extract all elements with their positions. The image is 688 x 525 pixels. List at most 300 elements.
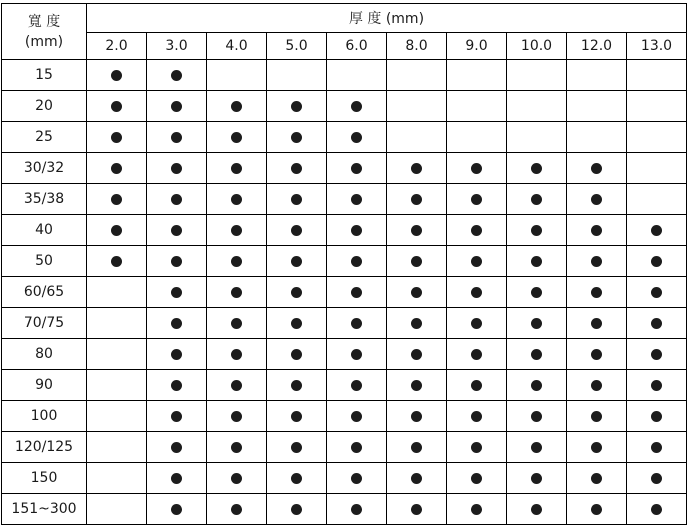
table-row [2, 246, 687, 277]
availability-cell [207, 463, 267, 494]
availability-cell [87, 184, 147, 215]
availability-cell [447, 277, 507, 308]
thickness-col-header: 2.0 [87, 33, 147, 60]
thickness-col-header: 10.0 [507, 33, 567, 60]
filled-circle-icon [291, 380, 302, 391]
width-label: 寬 度 [27, 13, 61, 30]
table-row [2, 432, 687, 463]
filled-circle-icon [411, 225, 422, 236]
availability-cell [87, 122, 147, 153]
availability-cell [507, 215, 567, 246]
availability-cell [627, 60, 687, 91]
filled-circle-icon [531, 411, 542, 422]
thickness-col-header: 8.0 [387, 33, 447, 60]
filled-circle-icon [471, 194, 482, 205]
filled-circle-icon [651, 411, 662, 422]
availability-cell [447, 122, 507, 153]
availability-cell [267, 91, 327, 122]
availability-cell [567, 401, 627, 432]
availability-cell [627, 432, 687, 463]
availability-cell [567, 60, 627, 91]
width-header [2, 4, 87, 60]
availability-cell [447, 184, 507, 215]
availability-cell [387, 401, 447, 432]
filled-circle-icon [171, 380, 182, 391]
availability-cell [147, 308, 207, 339]
availability-cell [267, 153, 327, 184]
width-cell: 35/38 [2, 184, 87, 215]
availability-cell [327, 463, 387, 494]
availability-cell [267, 122, 327, 153]
availability-cell [627, 370, 687, 401]
table-row [2, 215, 687, 246]
availability-cell [207, 277, 267, 308]
filled-circle-icon [351, 132, 362, 143]
availability-cell [267, 184, 327, 215]
availability-cell [327, 401, 387, 432]
filled-circle-icon [411, 163, 422, 174]
availability-cell [387, 370, 447, 401]
filled-circle-icon [291, 318, 302, 329]
availability-cell [627, 215, 687, 246]
filled-circle-icon [651, 349, 662, 360]
availability-cell [207, 60, 267, 91]
availability-cell [567, 215, 627, 246]
availability-cell [147, 122, 207, 153]
availability-cell [507, 246, 567, 277]
availability-cell [327, 215, 387, 246]
availability-cell [567, 370, 627, 401]
availability-cell [387, 60, 447, 91]
availability-cell [627, 339, 687, 370]
availability-cell [627, 122, 687, 153]
width-cell: 30/32 [2, 153, 87, 184]
filled-circle-icon [231, 442, 242, 453]
filled-circle-icon [651, 318, 662, 329]
thickness-col-header: 9.0 [447, 33, 507, 60]
filled-circle-icon [231, 318, 242, 329]
filled-circle-icon [591, 194, 602, 205]
availability-cell [387, 494, 447, 525]
availability-cell [147, 184, 207, 215]
filled-circle-icon [411, 504, 422, 515]
filled-circle-icon [351, 225, 362, 236]
availability-cell [567, 153, 627, 184]
filled-circle-icon [231, 473, 242, 484]
availability-cell [567, 494, 627, 525]
availability-cell [447, 60, 507, 91]
availability-cell [507, 308, 567, 339]
availability-cell [507, 463, 567, 494]
availability-cell [447, 494, 507, 525]
filled-circle-icon [291, 256, 302, 267]
availability-cell [447, 153, 507, 184]
availability-cell [147, 153, 207, 184]
filled-circle-icon [351, 442, 362, 453]
filled-circle-icon [411, 194, 422, 205]
filled-circle-icon [351, 256, 362, 267]
availability-cell [447, 246, 507, 277]
filled-circle-icon [291, 349, 302, 360]
availability-cell [507, 91, 567, 122]
table-row [2, 277, 687, 308]
availability-cell [147, 91, 207, 122]
width-cell: 60/65 [2, 277, 87, 308]
filled-circle-icon [411, 287, 422, 298]
availability-cell [207, 246, 267, 277]
availability-cell [327, 122, 387, 153]
availability-cell [627, 153, 687, 184]
availability-cell [327, 277, 387, 308]
filled-circle-icon [411, 349, 422, 360]
width-cell: 80 [2, 339, 87, 370]
filled-circle-icon [231, 194, 242, 205]
thickness-col-header: 13.0 [627, 33, 687, 60]
size-availability-table [1, 3, 687, 525]
filled-circle-icon [171, 256, 182, 267]
availability-cell [387, 246, 447, 277]
availability-cell [567, 122, 627, 153]
filled-circle-icon [411, 411, 422, 422]
filled-circle-icon [111, 256, 122, 267]
availability-cell [507, 432, 567, 463]
filled-circle-icon [291, 473, 302, 484]
availability-cell [87, 60, 147, 91]
availability-cell [147, 246, 207, 277]
width-cell: 25 [2, 122, 87, 153]
filled-circle-icon [351, 318, 362, 329]
width-cell: 151~300 [2, 494, 87, 525]
filled-circle-icon [231, 256, 242, 267]
availability-cell [387, 122, 447, 153]
availability-cell [87, 401, 147, 432]
availability-cell [327, 184, 387, 215]
availability-cell [87, 91, 147, 122]
availability-cell [267, 60, 327, 91]
filled-circle-icon [651, 504, 662, 515]
availability-cell [207, 184, 267, 215]
table-header [2, 4, 687, 60]
filled-circle-icon [231, 380, 242, 391]
availability-cell [327, 60, 387, 91]
filled-circle-icon [471, 442, 482, 453]
availability-cell [87, 215, 147, 246]
filled-circle-icon [171, 287, 182, 298]
filled-circle-icon [471, 411, 482, 422]
filled-circle-icon [291, 411, 302, 422]
filled-circle-icon [651, 225, 662, 236]
filled-circle-icon [531, 349, 542, 360]
filled-circle-icon [471, 504, 482, 515]
thickness-col-header: 5.0 [267, 33, 327, 60]
width-cell: 90 [2, 370, 87, 401]
availability-cell [447, 339, 507, 370]
availability-cell [147, 494, 207, 525]
availability-cell [87, 370, 147, 401]
width-cell: 40 [2, 215, 87, 246]
availability-cell [447, 370, 507, 401]
availability-cell [267, 308, 327, 339]
availability-cell [87, 308, 147, 339]
table-row [2, 60, 687, 91]
filled-circle-icon [291, 101, 302, 112]
availability-cell [327, 432, 387, 463]
width-unit: (mm) [24, 33, 64, 50]
filled-circle-icon [531, 225, 542, 236]
thickness-col-header: 4.0 [207, 33, 267, 60]
filled-circle-icon [171, 101, 182, 112]
availability-cell [567, 308, 627, 339]
availability-cell [327, 370, 387, 401]
availability-cell [207, 153, 267, 184]
availability-cell [207, 432, 267, 463]
filled-circle-icon [291, 287, 302, 298]
availability-cell [267, 401, 327, 432]
filled-circle-icon [231, 504, 242, 515]
availability-cell [447, 91, 507, 122]
availability-cell [567, 339, 627, 370]
filled-circle-icon [591, 163, 602, 174]
filled-circle-icon [591, 256, 602, 267]
filled-circle-icon [291, 132, 302, 143]
availability-cell [507, 122, 567, 153]
availability-cell [387, 339, 447, 370]
filled-circle-icon [591, 349, 602, 360]
availability-cell [507, 277, 567, 308]
availability-cell [87, 494, 147, 525]
filled-circle-icon [411, 442, 422, 453]
availability-cell [447, 432, 507, 463]
availability-cell [267, 463, 327, 494]
availability-cell [327, 153, 387, 184]
filled-circle-icon [171, 194, 182, 205]
availability-cell [267, 432, 327, 463]
filled-circle-icon [351, 194, 362, 205]
filled-circle-icon [471, 318, 482, 329]
availability-cell [147, 60, 207, 91]
filled-circle-icon [351, 287, 362, 298]
width-cell: 100 [2, 401, 87, 432]
table-row [2, 401, 687, 432]
availability-cell [207, 308, 267, 339]
availability-cell [147, 401, 207, 432]
filled-circle-icon [651, 442, 662, 453]
filled-circle-icon [291, 163, 302, 174]
availability-cell [387, 153, 447, 184]
width-cell: 15 [2, 60, 87, 91]
availability-cell [627, 463, 687, 494]
availability-cell [87, 463, 147, 494]
availability-cell [447, 308, 507, 339]
filled-circle-icon [351, 101, 362, 112]
table-row [2, 91, 687, 122]
availability-cell [207, 401, 267, 432]
table-row [2, 339, 687, 370]
availability-cell [627, 184, 687, 215]
thickness-header: 厚 度 (mm) [87, 4, 687, 33]
filled-circle-icon [171, 163, 182, 174]
availability-cell [507, 401, 567, 432]
filled-circle-icon [471, 163, 482, 174]
thickness-values-row [2, 33, 687, 60]
availability-cell [507, 339, 567, 370]
filled-circle-icon [531, 256, 542, 267]
filled-circle-icon [351, 163, 362, 174]
availability-cell [87, 339, 147, 370]
availability-cell [567, 184, 627, 215]
filled-circle-icon [651, 380, 662, 391]
filled-circle-icon [591, 380, 602, 391]
availability-cell [87, 153, 147, 184]
width-cell: 150 [2, 463, 87, 494]
filled-circle-icon [591, 442, 602, 453]
availability-cell [567, 246, 627, 277]
availability-cell [207, 122, 267, 153]
filled-circle-icon [531, 473, 542, 484]
filled-circle-icon [291, 504, 302, 515]
availability-cell [207, 91, 267, 122]
filled-circle-icon [171, 442, 182, 453]
filled-circle-icon [231, 225, 242, 236]
availability-cell [147, 277, 207, 308]
availability-cell [87, 246, 147, 277]
availability-cell [507, 494, 567, 525]
filled-circle-icon [531, 442, 542, 453]
filled-circle-icon [231, 349, 242, 360]
filled-circle-icon [591, 411, 602, 422]
filled-circle-icon [471, 349, 482, 360]
availability-cell [267, 215, 327, 246]
availability-cell [207, 215, 267, 246]
table-row [2, 184, 687, 215]
filled-circle-icon [291, 442, 302, 453]
availability-cell [387, 215, 447, 246]
width-cell: 70/75 [2, 308, 87, 339]
availability-cell [207, 494, 267, 525]
availability-cell [267, 494, 327, 525]
filled-circle-icon [591, 225, 602, 236]
filled-circle-icon [171, 70, 182, 81]
thickness-col-header: 3.0 [147, 33, 207, 60]
availability-cell [447, 401, 507, 432]
filled-circle-icon [171, 318, 182, 329]
availability-cell [387, 432, 447, 463]
filled-circle-icon [171, 473, 182, 484]
availability-cell [627, 494, 687, 525]
filled-circle-icon [171, 504, 182, 515]
availability-cell [447, 215, 507, 246]
filled-circle-icon [471, 380, 482, 391]
filled-circle-icon [291, 194, 302, 205]
availability-cell [147, 432, 207, 463]
table-row [2, 463, 687, 494]
availability-cell [147, 463, 207, 494]
availability-cell [207, 339, 267, 370]
table-body [2, 60, 687, 525]
filled-circle-icon [351, 349, 362, 360]
table-row [2, 153, 687, 184]
filled-circle-icon [471, 256, 482, 267]
filled-circle-icon [231, 163, 242, 174]
availability-cell [447, 463, 507, 494]
filled-circle-icon [591, 473, 602, 484]
availability-cell [327, 308, 387, 339]
filled-circle-icon [111, 101, 122, 112]
availability-cell [207, 370, 267, 401]
filled-circle-icon [591, 318, 602, 329]
availability-cell [627, 401, 687, 432]
availability-cell [627, 308, 687, 339]
filled-circle-icon [231, 411, 242, 422]
filled-circle-icon [171, 349, 182, 360]
filled-circle-icon [411, 473, 422, 484]
filled-circle-icon [231, 287, 242, 298]
filled-circle-icon [591, 287, 602, 298]
width-cell: 50 [2, 246, 87, 277]
filled-circle-icon [351, 504, 362, 515]
availability-cell [267, 370, 327, 401]
width-cell: 20 [2, 91, 87, 122]
filled-circle-icon [111, 70, 122, 81]
thickness-col-header: 12.0 [567, 33, 627, 60]
table-row [2, 308, 687, 339]
filled-circle-icon [531, 318, 542, 329]
table-row [2, 122, 687, 153]
availability-cell [567, 463, 627, 494]
table-row [2, 370, 687, 401]
availability-cell [567, 432, 627, 463]
availability-cell [507, 184, 567, 215]
availability-cell [627, 277, 687, 308]
filled-circle-icon [471, 473, 482, 484]
filled-circle-icon [651, 473, 662, 484]
filled-circle-icon [591, 504, 602, 515]
filled-circle-icon [111, 163, 122, 174]
filled-circle-icon [651, 256, 662, 267]
filled-circle-icon [411, 256, 422, 267]
availability-cell [327, 339, 387, 370]
filled-circle-icon [411, 318, 422, 329]
filled-circle-icon [351, 411, 362, 422]
availability-cell [327, 494, 387, 525]
availability-cell [627, 246, 687, 277]
availability-cell [327, 246, 387, 277]
filled-circle-icon [171, 132, 182, 143]
filled-circle-icon [291, 225, 302, 236]
availability-cell [567, 91, 627, 122]
availability-cell [387, 277, 447, 308]
availability-cell [387, 184, 447, 215]
filled-circle-icon [171, 225, 182, 236]
filled-circle-icon [531, 163, 542, 174]
width-cell: 120/125 [2, 432, 87, 463]
filled-circle-icon [171, 411, 182, 422]
table-row [2, 494, 687, 525]
filled-circle-icon [531, 380, 542, 391]
availability-cell [387, 91, 447, 122]
filled-circle-icon [351, 473, 362, 484]
availability-cell [327, 91, 387, 122]
availability-cell [267, 277, 327, 308]
filled-circle-icon [411, 380, 422, 391]
filled-circle-icon [531, 194, 542, 205]
availability-cell [87, 277, 147, 308]
availability-cell [147, 370, 207, 401]
filled-circle-icon [471, 225, 482, 236]
filled-circle-icon [651, 287, 662, 298]
availability-cell [87, 432, 147, 463]
filled-circle-icon [111, 225, 122, 236]
